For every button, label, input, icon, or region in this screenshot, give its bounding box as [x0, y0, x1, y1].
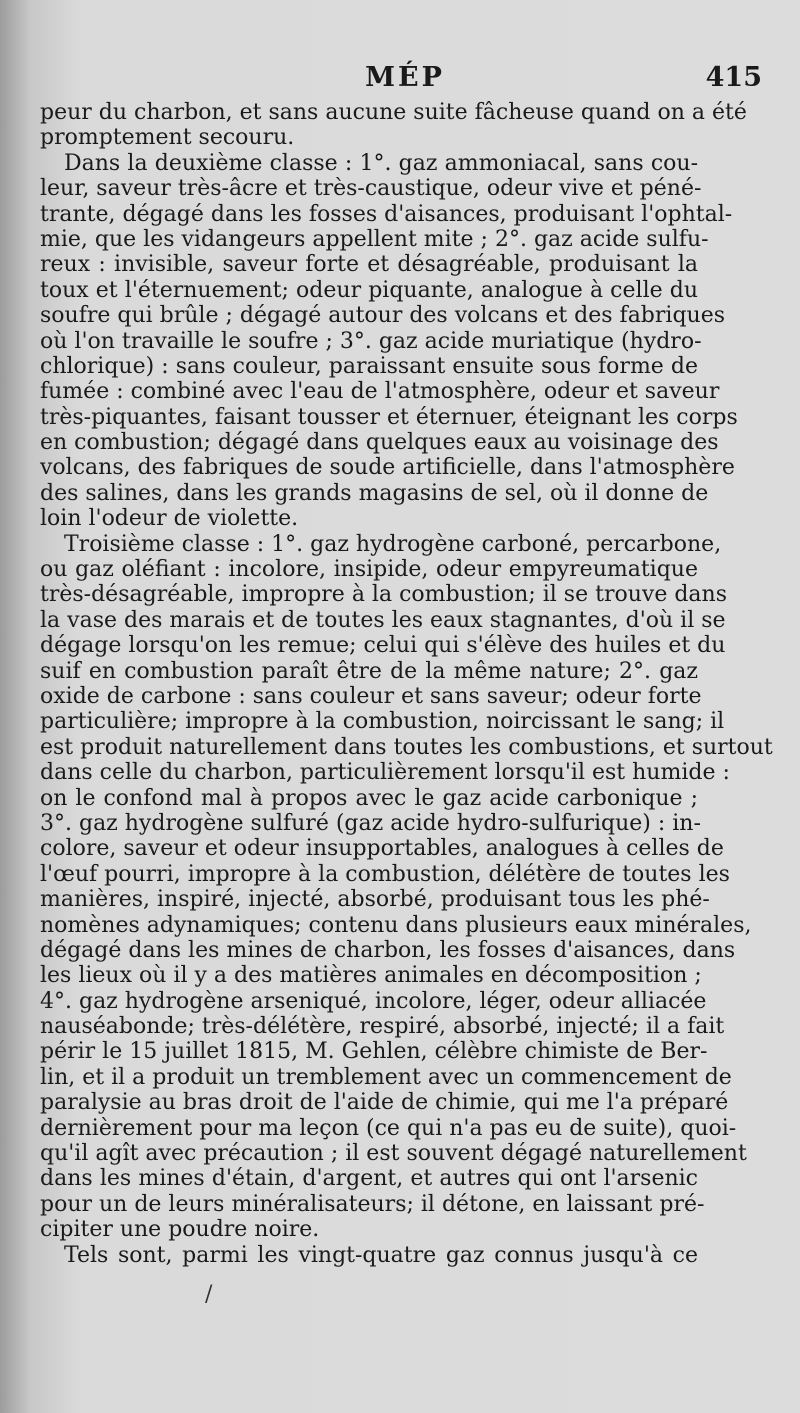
text-line: trante, dégagé dans les fosses d'aisances, produisant l'ophtal- — [40, 201, 733, 227]
text-line: nomènes adynamiques; contenu dans plusieurs eaux minérales, — [40, 912, 752, 938]
text-line: dégagé dans les mines de charbon, les fosses d'aisances, dans — [40, 937, 736, 963]
text-line: manières, inspiré, injecté, absorbé, produisant tous les phé- — [40, 887, 710, 913]
text-line: oxide de carbone : sans couleur et sans saveur; odeur forte — [40, 683, 702, 709]
text-line: en combustion; dégagé dans quelques eaux au voisinage des — [40, 430, 719, 456]
text-line: loin l'odeur de violette. — [40, 506, 299, 532]
text-line: pour un de leurs minéralisateurs; il détone, en laissant pré- — [40, 1191, 705, 1217]
text-line: particulière; impropre à la combustion, noircissant le sang; il — [40, 709, 725, 735]
text-line: on le confond mal à propos avec le gaz acide carbonique ; — [40, 785, 698, 811]
text-line: Tels sont, parmi les vingt-quatre gaz connus jusqu'à ce — [64, 1242, 698, 1268]
text-line: dernièrement pour ma leçon (ce qui n'a pas eu de suite), quoi- — [40, 1115, 737, 1141]
text-line: la vase des marais et de toutes les eaux stagnantes, d'où il se — [40, 607, 726, 633]
text-line: dans celle du charbon, particulièrement lorsqu'il est humide : — [40, 760, 730, 786]
page-number: 415 — [705, 62, 762, 93]
text-line: dégage lorsqu'on les remue; celui qui s'élève des huiles et du — [40, 633, 726, 659]
body-text — [40, 100, 773, 1268]
text-line: lin, et il a produit un tremblement avec un commencement de — [40, 1064, 732, 1090]
text-line: les lieux où il y a des matières animales en décomposition ; — [40, 963, 702, 989]
text-line: fumée : combiné avec l'eau de l'atmosphère, odeur et saveur — [40, 379, 720, 405]
text-line: chlorique) : sans couleur, paraissant ensuite sous forme de — [40, 353, 698, 379]
text-line: est produit naturellement dans toutes les combustions, et surtout — [40, 734, 773, 760]
text-line: ou gaz oléfiant : incolore, insipide, odeur empyreumatique — [40, 557, 698, 583]
text-line: toux et l'éternuement; odeur piquante, analogue à celle du — [40, 277, 698, 303]
text-line: Dans la deuxième classe : 1°. gaz ammoniacal, sans cou- — [64, 150, 698, 176]
text-line: très-piquantes, faisant tousser et éternuer, éteignant les corps — [40, 404, 738, 430]
text-line: 3°. gaz hydrogène sulfuré (gaz acide hydro-sulfurique) : in- — [40, 810, 701, 836]
text-line: volcans, des fabriques de soude artificielle, dans l'atmosphère — [40, 455, 735, 481]
text-line: Troisième classe : 1°. gaz hydrogène carboné, percarbone, — [64, 531, 722, 557]
text-line: 4°. gaz hydrogène arseniqué, incolore, léger, odeur alliacée — [40, 988, 707, 1014]
text-line: périr le 15 juillet 1815, M. Gehlen, célèbre chimiste de Ber- — [40, 1039, 708, 1065]
text-line: l'œuf pourri, impropre à la combustion, délétère de toutes les — [40, 861, 730, 887]
text-line: leur, saveur très-âcre et très-caustique, odeur vive et péné- — [40, 176, 702, 202]
text-line: suif en combustion paraît être de la même nature; 2°. gaz — [40, 658, 698, 684]
text-line: peur du charbon, et sans aucune suite fâcheuse quand on a été — [40, 100, 747, 125]
text-line: mie, que les vidangeurs appellent mite ; 2°. gaz acide sulfu- — [40, 226, 709, 252]
text-line: soufre qui brûle ; dégagé autour des volcans et des fabriques — [40, 303, 726, 329]
text-line: reux : invisible, saveur forte et désagréable, produisant la — [40, 252, 698, 278]
text-line: dans les mines d'étain, d'argent, et autres qui ont l'arsenic — [40, 1166, 698, 1192]
page-header — [40, 62, 770, 102]
text-line: qu'il agît avec précaution ; il est souvent dégagé naturellement — [40, 1141, 747, 1167]
text-line: promptement secouru. — [40, 125, 295, 151]
signature-mark: / — [205, 1282, 213, 1307]
text-line: des salines, dans les grands magasins de sel, où il donne de — [40, 480, 709, 506]
text-line: colore, saveur et odeur insupportables, analogues à celles de — [40, 836, 724, 862]
text-line: paralysie au bras droit de l'aide de chimie, qui me l'a préparé — [40, 1090, 729, 1116]
text-line: nauséabonde; très-délétère, respiré, absorbé, injecté; il a fait — [40, 1014, 725, 1040]
running-head: MÉP — [365, 62, 445, 93]
text-line: très-désagréable, impropre à la combustion; il se trouve dans — [40, 582, 727, 608]
text-line: cipiter une poudre noire. — [40, 1217, 320, 1243]
text-line: où l'on travaille le soufre ; 3°. gaz acide muriatique (hydro- — [40, 328, 702, 354]
